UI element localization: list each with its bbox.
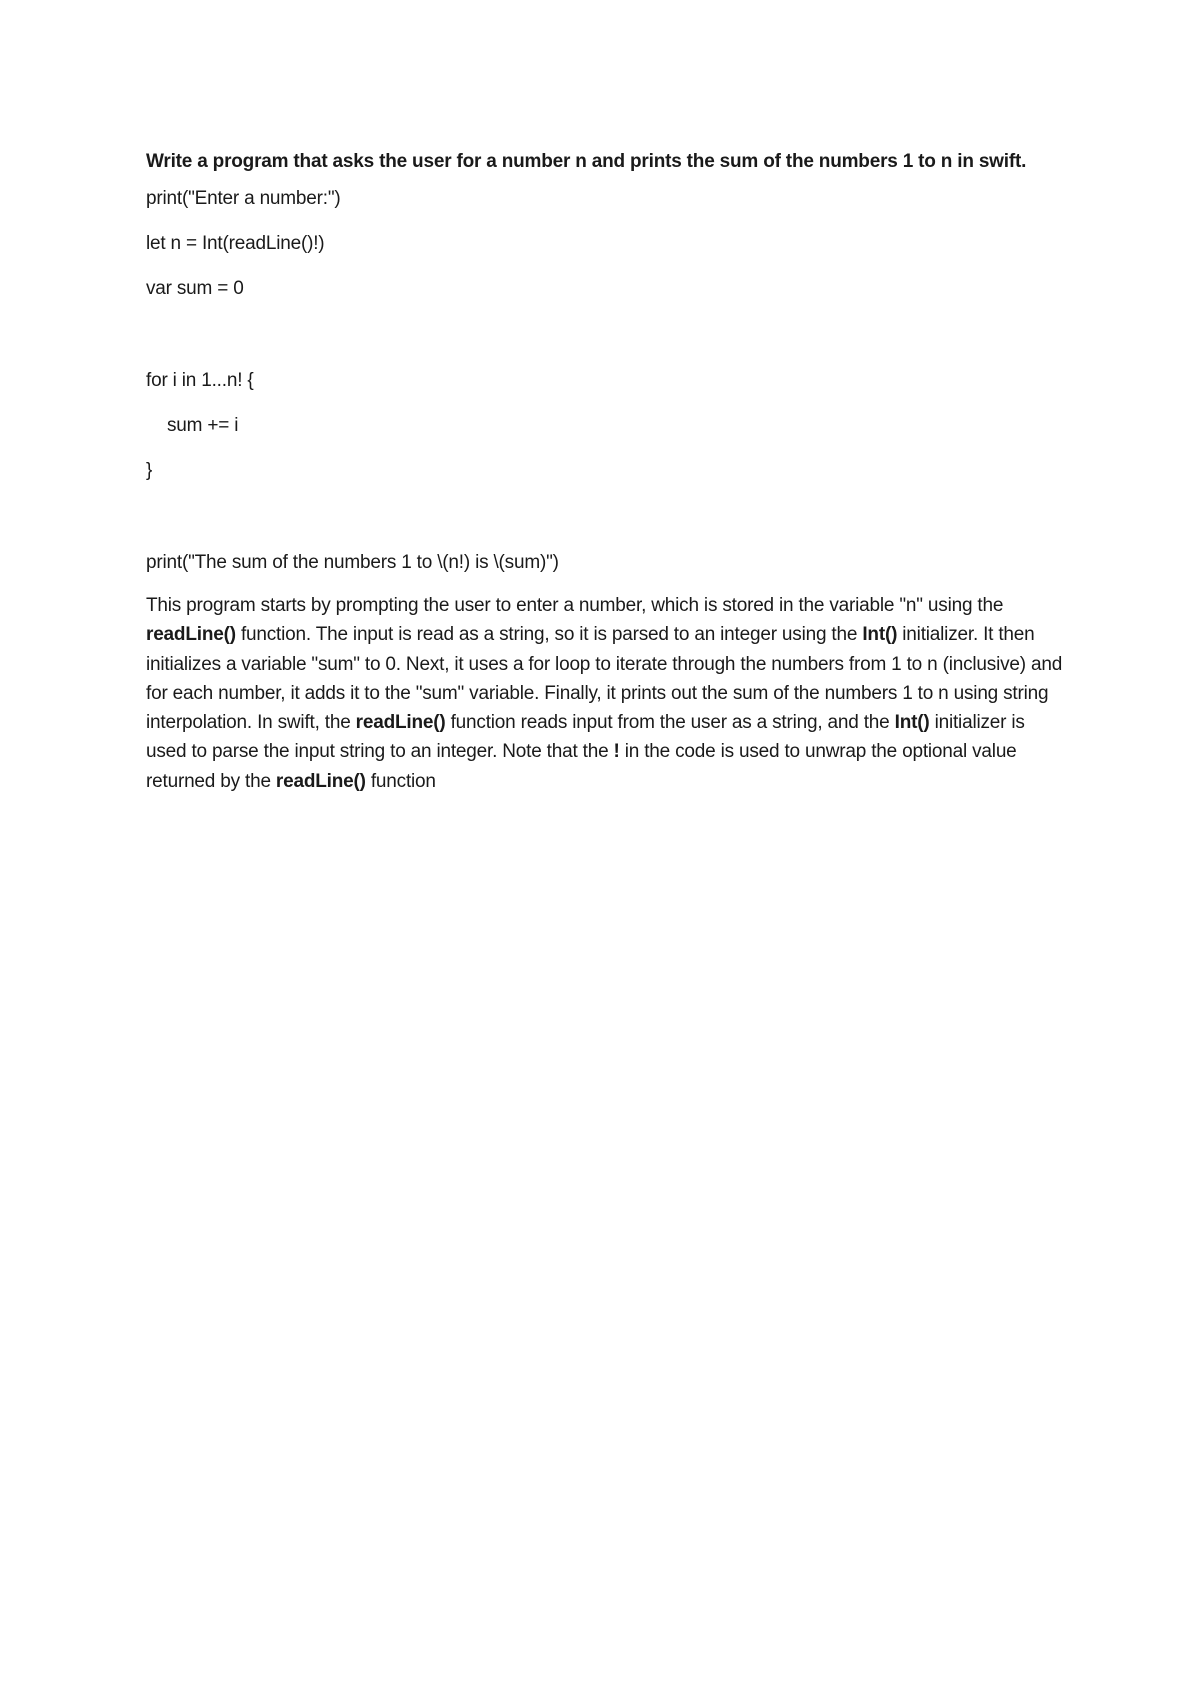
code-line-init-sum: var sum = 0 <box>146 278 244 299</box>
code-line-close-brace: } <box>146 460 153 481</box>
explanation-paragraph <box>146 591 1066 796</box>
explanation-text: in the code is used to unwrap the optional value returned by the <box>146 741 1017 792</box>
question-heading: Write a program that asks the user for a number n and prints the sum of the numbers 1 to n in swift. <box>146 151 1027 172</box>
explanation-text: function <box>365 770 436 792</box>
explanation-text: This program starts by prompting the user to enter a number, which is stored in the variable "n" using the <box>146 595 1004 616</box>
code-line-print-result: print("The sum of the numbers 1 to \(n!) is \(sum)") <box>146 552 559 573</box>
code-line-print-prompt: print("Enter a number:") <box>146 188 341 209</box>
explanation-bold-term: Int() <box>894 712 930 734</box>
explanation-text: initializer is used to parse the input string to an integer. Note that the <box>146 712 1025 763</box>
explanation-bold-term: readLine() <box>146 624 236 646</box>
code-line-read-input: let n = Int(readLine()!) <box>146 233 325 254</box>
explanation-bold-term: Int() <box>862 624 898 646</box>
code-line-loop-body: sum += i <box>167 415 239 436</box>
code-block <box>146 187 1066 575</box>
explanation-text: function. The input is read as a string, so it is parsed to an integer using the <box>235 624 863 646</box>
document-content <box>146 146 1066 796</box>
code-line-for-loop: for i in 1...n! { <box>146 370 254 391</box>
explanation-bold-term: readLine() <box>355 712 446 734</box>
explanation-text: initializer. It then initializes a variable "sum" to 0. Next, it uses a for loop to iterate through the numbers from 1 to n (inclusive) and for each number, it adds it to the "sum" variable. Finally, it prints out the sum of the numbers 1 to n using string interpolation. In swift, the <box>146 624 1063 734</box>
explanation-bold-term: ! <box>613 741 620 763</box>
explanation-text: function reads input from the user as a string, and the <box>445 712 895 734</box>
explanation-bold-term: readLine() <box>275 770 366 792</box>
